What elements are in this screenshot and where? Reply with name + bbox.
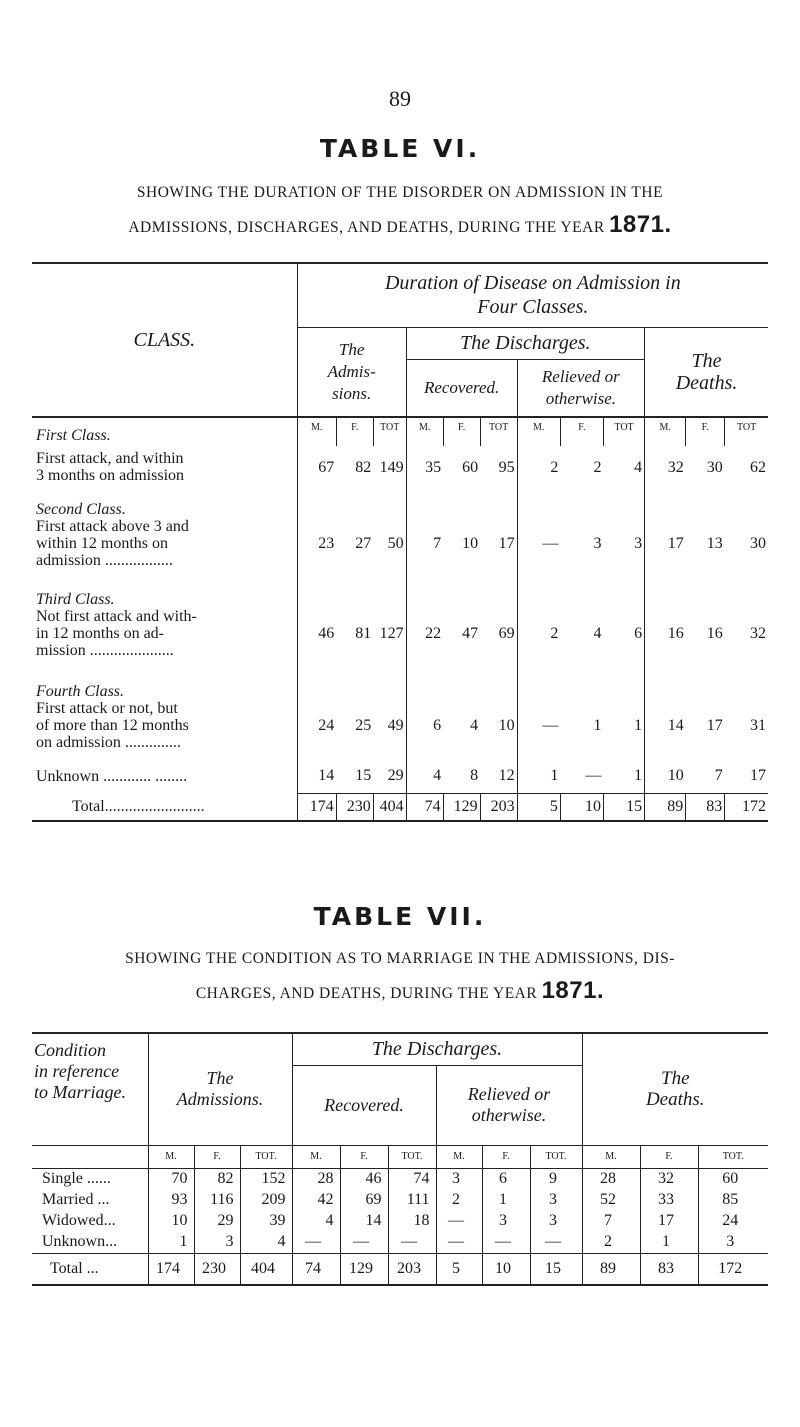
table-cell: 10 xyxy=(462,535,479,552)
table-cell: 3 xyxy=(530,1211,582,1232)
table-cell: 3 xyxy=(194,1232,240,1254)
table-6-year: 1871. xyxy=(609,211,672,238)
table-cell: 16 xyxy=(645,573,686,663)
col-f: F. xyxy=(640,1145,698,1168)
total-row xyxy=(32,1253,768,1285)
duration-heading: Duration of Disease on Admission in Four Classes. xyxy=(297,263,768,327)
table-cell: 33 xyxy=(640,1190,698,1211)
table-cell: 82 xyxy=(194,1168,240,1190)
col-m: M. xyxy=(582,1145,640,1168)
table-cell: 32 xyxy=(640,1168,698,1190)
table-cell: 1 xyxy=(482,1190,530,1211)
table-cell: — xyxy=(388,1232,436,1254)
table-cell: 149 xyxy=(379,459,404,476)
table-cell: 10 xyxy=(645,755,686,793)
table-cell: — xyxy=(517,490,560,573)
col-tot: TOT. xyxy=(240,1145,292,1168)
table-cell: 1 xyxy=(148,1232,194,1254)
table-cell: 32 xyxy=(645,446,686,490)
table-cell: 12 xyxy=(498,766,515,784)
table-cell: 67 xyxy=(297,446,336,490)
table-cell: 1 xyxy=(634,766,643,784)
page-number: 89 xyxy=(389,86,411,111)
table-cell: 15 xyxy=(603,793,644,821)
admissions-header: The Admis- sions. xyxy=(297,327,406,417)
table-cell: 17 xyxy=(645,490,686,573)
col-f: F. xyxy=(482,1145,530,1168)
table-cell: 29 xyxy=(387,766,404,784)
table-row xyxy=(32,490,768,573)
col-f: F. xyxy=(340,1145,388,1168)
table-cell: 209 xyxy=(240,1190,292,1211)
table-cell: 127 xyxy=(379,625,404,642)
table-cell: — xyxy=(517,663,560,755)
col-tot: TOT xyxy=(603,417,644,446)
table-cell: 13 xyxy=(706,535,723,552)
table-cell: 31 xyxy=(750,717,766,734)
table-cell: 129 xyxy=(443,793,480,821)
col-m: M. xyxy=(148,1145,194,1168)
table-cell: 10 xyxy=(560,793,603,821)
col-m: M. xyxy=(517,417,560,446)
table-cell: 89 xyxy=(582,1253,640,1285)
col-tot: TOT xyxy=(373,417,406,446)
col-m: M. xyxy=(645,417,686,446)
table-cell: 6 xyxy=(634,625,643,642)
table-cell: 3 xyxy=(482,1211,530,1232)
table-cell: 18 xyxy=(388,1211,436,1232)
table-cell: 82 xyxy=(355,459,372,476)
table-cell: 46 xyxy=(340,1168,388,1190)
col-f: F. xyxy=(443,417,480,446)
table-cell: 95 xyxy=(498,459,515,476)
table-cell: 39 xyxy=(240,1211,292,1232)
table-7-subtitle-line-1: SHOWING THE CONDITION AS TO MARRIAGE IN THE ADMISSIONS, DIS- xyxy=(125,950,675,967)
table-cell: 2 xyxy=(436,1190,482,1211)
table-cell: 4 xyxy=(406,755,443,793)
row-description: First attack, and within 3 months on admission xyxy=(36,450,185,484)
total-label: Total ... xyxy=(32,1253,148,1285)
table-cell: 93 xyxy=(148,1190,194,1211)
table-cell: 15 xyxy=(355,766,372,784)
table-cell: 62 xyxy=(750,459,766,476)
row-label: Widowed... xyxy=(42,1212,116,1229)
table-cell: 174 xyxy=(297,793,336,821)
col-m: M. xyxy=(406,417,443,446)
table-cell: 81 xyxy=(355,625,372,642)
col-tot: TOT xyxy=(480,417,517,446)
table-cell: 74 xyxy=(388,1168,436,1190)
table-cell: — xyxy=(530,1232,582,1254)
table-cell: 17 xyxy=(706,717,723,734)
table-6-subtitle-line-2: ADMISSIONS, DISCHARGES, AND DEATHS, DURING THE YEAR 1871. xyxy=(128,211,672,238)
table-cell: 17 xyxy=(640,1211,698,1232)
table-cell: 4 xyxy=(292,1211,340,1232)
table-cell: 116 xyxy=(194,1190,240,1211)
table-cell: 6 xyxy=(406,663,443,755)
table-cell: — xyxy=(340,1232,388,1254)
table-cell: 3 xyxy=(593,535,602,552)
table-cell: 2 xyxy=(582,1232,640,1254)
table-cell: 50 xyxy=(387,535,404,552)
table-cell: 172 xyxy=(725,793,768,821)
row-description: Second Class. First attack above 3 and within 12 months on admission ................. xyxy=(36,501,189,569)
row-description: Fourth Class. First attack or not, but of more than 12 months on admission .............. xyxy=(36,683,189,751)
discharges-header: The Discharges. xyxy=(406,327,644,359)
table-cell: 17 xyxy=(750,766,766,784)
row-description: Unknown ............ ........ xyxy=(36,768,188,785)
table-cell: 30 xyxy=(706,459,723,476)
table-7-title: TABLE VII. xyxy=(313,902,487,931)
table-cell: 16 xyxy=(706,625,723,642)
table-cell: 70 xyxy=(148,1168,194,1190)
table-6-title: TABLE VI. xyxy=(319,134,481,163)
table-7-subtitle-line-2: CHARGES, AND DEATHS, DURING THE YEAR 1871. xyxy=(195,977,605,1004)
row-label: Unknown... xyxy=(42,1233,118,1250)
table-cell: 17 xyxy=(498,535,515,552)
table-row xyxy=(32,1168,768,1190)
mft-header-row xyxy=(32,417,768,446)
table-6-subtitle-line-1: SHOWING THE DURATION OF THE DISORDER ON ADMISSION IN THE xyxy=(136,184,664,201)
table-cell: 174 xyxy=(148,1253,194,1285)
table-cell: 230 xyxy=(194,1253,240,1285)
table-cell: — xyxy=(436,1211,482,1232)
row-label: Married ... xyxy=(42,1191,110,1208)
recovered-header: Recovered. xyxy=(406,359,517,417)
table-cell: 8 xyxy=(470,766,479,784)
table-cell: 4 xyxy=(634,459,643,476)
table-cell: 7 xyxy=(406,490,443,573)
table-6-subtitle xyxy=(32,177,768,244)
table-6 xyxy=(32,262,768,822)
table-cell: 23 xyxy=(297,490,336,573)
table-cell: — xyxy=(292,1232,340,1254)
total-row xyxy=(32,793,768,821)
table-cell: 1 xyxy=(593,717,602,734)
table-cell: 5 xyxy=(517,793,560,821)
table-cell: 129 xyxy=(340,1253,388,1285)
table-cell: 74 xyxy=(406,793,443,821)
table-cell: 32 xyxy=(750,625,766,642)
table-cell: 52 xyxy=(582,1190,640,1211)
table-cell: 7 xyxy=(714,766,723,784)
table-row xyxy=(32,1211,768,1232)
table-cell: 24 xyxy=(698,1211,768,1232)
col-f: F. xyxy=(560,417,603,446)
table-cell: 1 xyxy=(640,1232,698,1254)
table-cell: 89 xyxy=(645,793,686,821)
condition-header: Condition in reference to Marriage. xyxy=(34,1040,126,1102)
table-cell: 24 xyxy=(297,663,336,755)
table-cell: 28 xyxy=(582,1168,640,1190)
table-cell: 152 xyxy=(240,1168,292,1190)
table-cell: 172 xyxy=(698,1253,768,1285)
table-cell: 74 xyxy=(292,1253,340,1285)
table-cell: 3 xyxy=(634,535,643,552)
discharges-header: The Discharges. xyxy=(292,1033,582,1065)
table-row xyxy=(32,573,768,663)
table-cell: 60 xyxy=(698,1168,768,1190)
col-tot: TOT. xyxy=(388,1145,436,1168)
table-cell: 5 xyxy=(436,1253,482,1285)
table-cell: 3 xyxy=(530,1190,582,1211)
table-cell: 1 xyxy=(634,717,643,734)
col-f: F. xyxy=(686,417,725,446)
row-label: Single ...... xyxy=(42,1170,111,1187)
table-cell: 22 xyxy=(406,573,443,663)
col-tot: TOT. xyxy=(698,1145,768,1168)
admissions-header: The Admissions. xyxy=(148,1033,292,1145)
relieved-header: Relieved or otherwise. xyxy=(517,359,644,417)
col-tot: TOT xyxy=(725,417,768,446)
table-cell: 2 xyxy=(517,573,560,663)
col-f: F. xyxy=(336,417,373,446)
table-cell: 404 xyxy=(373,793,406,821)
table-cell: 83 xyxy=(686,793,725,821)
table-cell xyxy=(32,1145,148,1168)
table-cell: — xyxy=(585,766,602,784)
table-cell: 60 xyxy=(462,459,479,476)
recovered-header: Recovered. xyxy=(292,1065,436,1145)
table-cell: 83 xyxy=(640,1253,698,1285)
table-row xyxy=(32,1232,768,1254)
table-cell: 14 xyxy=(645,663,686,755)
table-cell: 25 xyxy=(355,717,372,734)
table-cell: 28 xyxy=(292,1168,340,1190)
col-m: M. xyxy=(436,1145,482,1168)
class-header: CLASS. xyxy=(32,263,297,417)
table-cell: 9 xyxy=(530,1168,582,1190)
deaths-header: The Deaths. xyxy=(582,1033,768,1145)
table-row xyxy=(32,446,768,490)
mft-header-row xyxy=(32,1145,768,1168)
table-cell: — xyxy=(436,1232,482,1254)
col-f: F. xyxy=(194,1145,240,1168)
table-cell: 4 xyxy=(240,1232,292,1254)
table-cell: 27 xyxy=(355,535,372,552)
table-cell: 7 xyxy=(582,1211,640,1232)
table-cell: 404 xyxy=(240,1253,292,1285)
table-cell: 3 xyxy=(698,1232,768,1254)
table-7-year: 1871. xyxy=(541,977,605,1004)
col-tot: TOT. xyxy=(530,1145,582,1168)
table-cell: 10 xyxy=(498,717,515,734)
table-row xyxy=(32,663,768,755)
col-m: M. xyxy=(297,417,336,446)
table-cell: — xyxy=(482,1232,530,1254)
first-class-title: First Class. xyxy=(36,427,111,444)
table-cell: 49 xyxy=(387,717,404,734)
table-cell: 6 xyxy=(482,1168,530,1190)
deaths-header: The Deaths. xyxy=(645,327,768,417)
table-cell: 35 xyxy=(406,446,443,490)
table-7-subtitle xyxy=(32,943,768,1010)
col-m: M. xyxy=(292,1145,340,1168)
table-cell: 4 xyxy=(470,717,479,734)
table-cell: 29 xyxy=(194,1211,240,1232)
table-cell: 69 xyxy=(340,1190,388,1211)
table-row xyxy=(32,755,768,793)
table-cell: 10 xyxy=(148,1211,194,1232)
table-cell: 3 xyxy=(436,1168,482,1190)
table-cell: 1 xyxy=(517,755,560,793)
table-cell: 203 xyxy=(480,793,517,821)
table-cell: 2 xyxy=(593,459,602,476)
table-cell: 47 xyxy=(462,625,479,642)
table-cell: 46 xyxy=(297,573,336,663)
table-cell: 14 xyxy=(297,755,336,793)
table-cell: 30 xyxy=(750,535,766,552)
table-cell: 10 xyxy=(482,1253,530,1285)
table-cell: 85 xyxy=(698,1190,768,1211)
relieved-header: Relieved or otherwise. xyxy=(436,1065,582,1145)
table-cell: 42 xyxy=(292,1190,340,1211)
table-cell: 111 xyxy=(388,1190,436,1211)
table-7 xyxy=(32,1032,768,1286)
total-label: Total......................... xyxy=(32,793,297,821)
table-cell: 14 xyxy=(340,1211,388,1232)
table-cell: 2 xyxy=(517,446,560,490)
table-cell: 15 xyxy=(530,1253,582,1285)
table-cell: 230 xyxy=(336,793,373,821)
row-description: Third Class. Not first attack and with- in 12 months on ad- mission ..................... xyxy=(36,591,197,659)
table-cell: 69 xyxy=(498,625,515,642)
table-cell: 4 xyxy=(593,625,602,642)
table-cell: 203 xyxy=(388,1253,436,1285)
table-row xyxy=(32,1190,768,1211)
